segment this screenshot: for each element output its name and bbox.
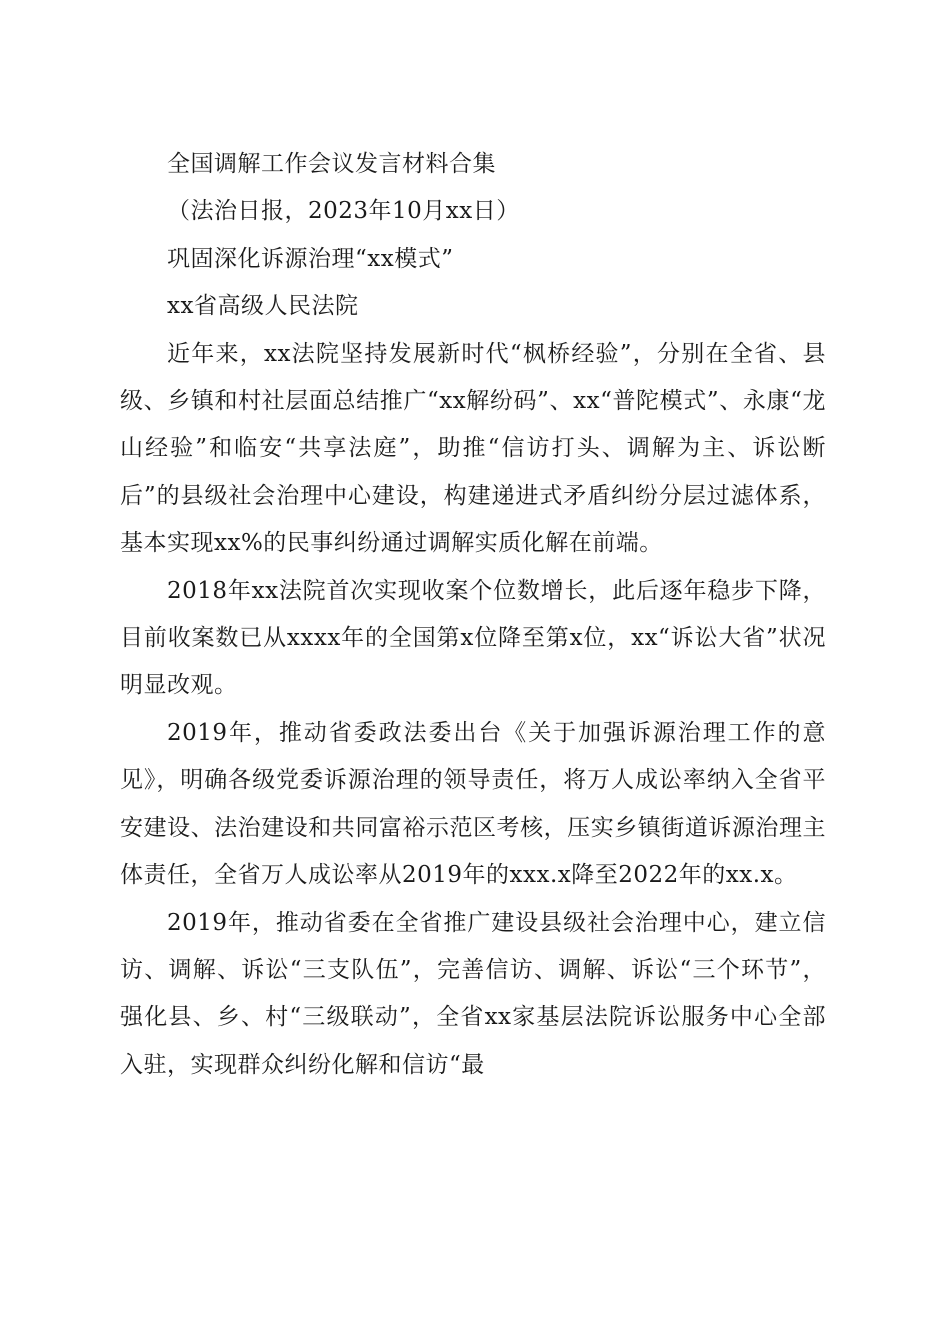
paragraph: 2019年，推动省委政法委出台《关于加强诉源治理工作的意见》，明确各级党委诉源治理的领导责任，将万人成讼率纳入全省平安建设、法治建设和共同富裕示范区考核，压实乡镇街道诉源治理主体责任，全省万人成讼率从2019年的xxx.x降至2022年的xx.x。 [120, 719, 826, 889]
document-author: xx省高级人民法院 [167, 293, 359, 320]
document-body [120, 141, 826, 1089]
paragraph: 2019年，推动省委在全省推广建设县级社会治理中心，建立信访、调解、诉讼“三支队伍”，完善信访、调解、诉讼“三个环节”，强化县、乡、村“三级联动”，全省xx家基层法院诉讼服务中心全部入驻，实现群众纠纷化解和信访“最 [120, 909, 826, 1078]
document-subtitle: 巩固深化诉源治理“xx模式” [167, 245, 454, 272]
paragraph: 近年来，xx法院坚持发展新时代“枫桥经验”，分别在全省、县级、乡镇和村社层面总结推广“xx解纷码”、xx“普陀模式”、永康“龙山经验”和临安“共享法庭”，助推“信访打头、调解为主、诉讼断后”的县级社会治理中心建设，构建递进式矛盾纠纷分层过滤体系，基本实现xx%的民事纠纷通过调解实质化解在前端。 [120, 340, 826, 557]
paragraph: 2018年xx法院首次实现收案个位数增长，此后逐年稳步下降，目前收案数已从xxxx年的全国第x位降至第x位，xx“诉讼大省”状况明显改观。 [120, 577, 826, 699]
document-title: 全国调解工作会议发言材料合集 [167, 151, 496, 177]
document-source: （法治日报，2023年10月xx日） [167, 198, 520, 225]
